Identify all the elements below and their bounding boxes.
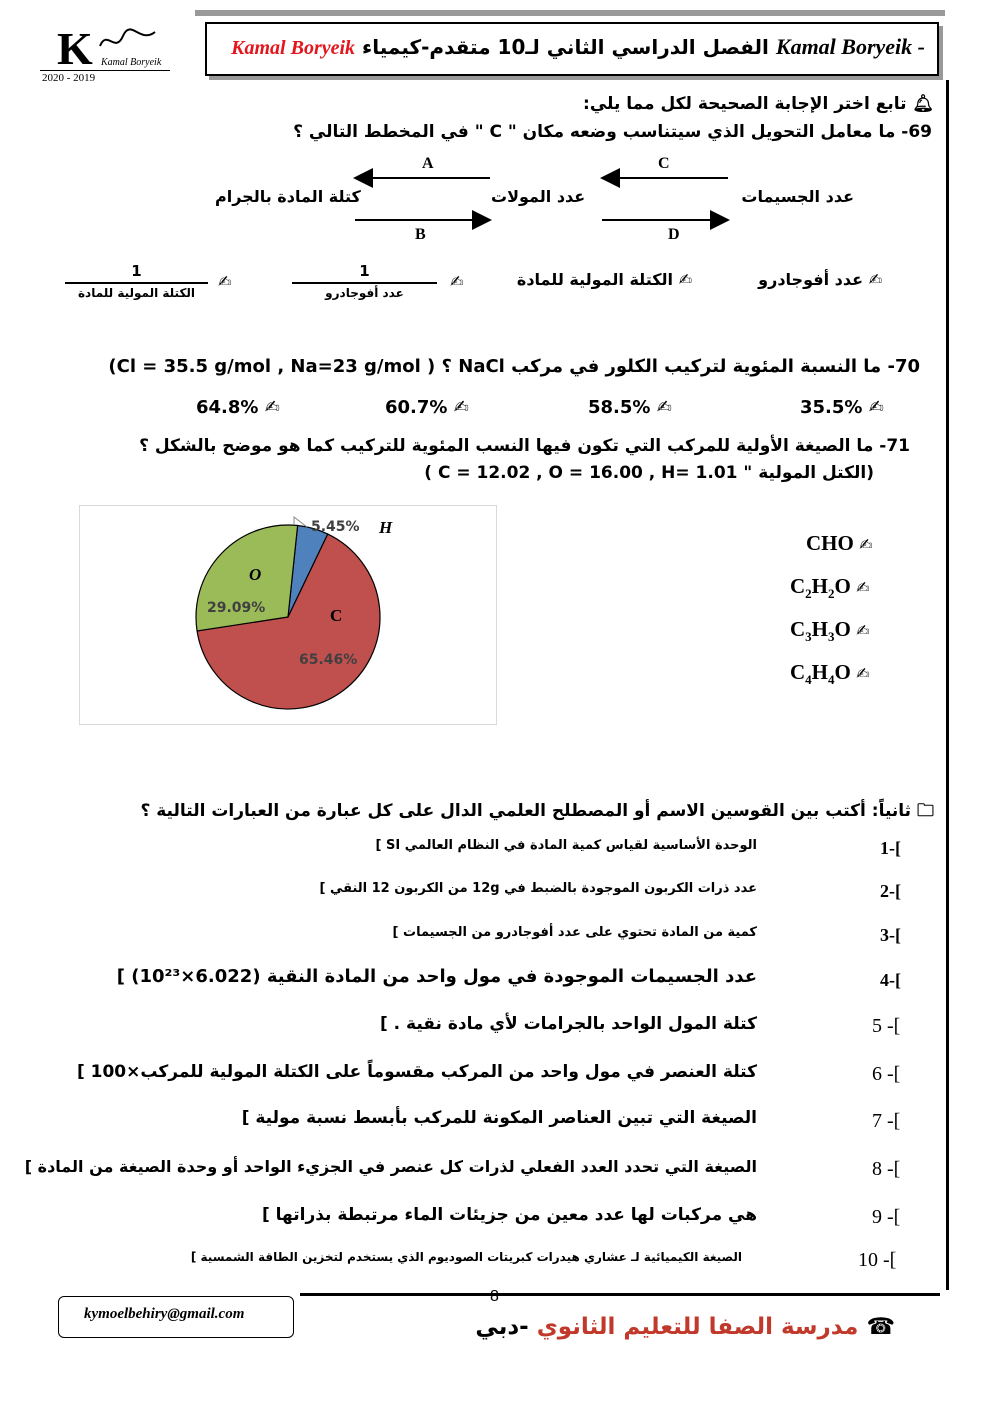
item-7-text: الصيغة التي تبين العناصر المكونة للمركب بأبسط نسبة مولية ] — [241, 1108, 757, 1128]
item-4-num: 4-[ — [880, 970, 901, 990]
logo-name: Kamal Boryeik — [101, 57, 162, 68]
footer-school: ☎ مدرسة الصفا للتعليم الثانوي -دبي — [475, 1314, 895, 1340]
item-2-text: عدد ذرات الكربون الموجودة بالضبط في 12g من الكربون 12 النقي ] — [319, 881, 757, 896]
item-8-text: الصيغة التي تحدد العدد الفعلي لذرات كل عنصر في الجزيء الواحد أو وحدة الصيغة من المادة ] — [24, 1157, 757, 1176]
item-4-text: عدد الجسيمات الموجودة في مول واحد من المادة النقية (6.022×10²³) ] — [116, 966, 757, 987]
section2-heading-text: ثانياً: أكتب بين القوسين الاسم أو المصطلح العلمي الدال على كل عبارة من العبارات التالية ؟ — [140, 801, 912, 821]
page-right-border — [946, 80, 949, 1290]
q69-option-2[interactable]: ✍ الكتلة المولية للمادة — [516, 270, 692, 289]
pencil-icon: ✍ — [859, 535, 873, 554]
pie-label-c: C — [330, 606, 343, 625]
q70-option-2[interactable]: 58.5% ✍ — [588, 397, 672, 418]
pie-label-h: H — [379, 518, 393, 537]
q70-option-3[interactable]: 60.7% ✍ — [385, 397, 469, 418]
q69-option-4-icon: ✍ — [218, 272, 232, 291]
node-moles: عدد المولات — [491, 187, 586, 206]
pie-label-o: O — [249, 565, 262, 584]
header-title-row — [215, 34, 925, 60]
item-9-num: 9 -[ — [872, 1206, 901, 1228]
phone-icon: ☎ — [866, 1314, 895, 1340]
logo-year: 2020 - 2019 — [42, 72, 96, 84]
item-7-num: 7 -[ — [872, 1110, 901, 1132]
section2-heading — [140, 798, 934, 827]
header-title: الفصل الدراسي الثاني لـ10 متقدم-كيمياء — [362, 35, 769, 59]
item-3-text: كمية من المادة تحتوي على عدد أفوجادرو من الجسيمات ] — [392, 925, 757, 940]
header-brand: Kamal Boryeik - — [775, 34, 925, 59]
item-6-text: كتلة العنصر في مول واحد من المركب مقسوماً على الكتلة المولية للمركب×100 ] — [76, 1062, 757, 1082]
q70-option-1[interactable]: 35.5% ✍ — [800, 397, 884, 418]
item-9-text: هي مركبات لها عدد معين من جزيئات الماء مرتبطة بذراتها ] — [261, 1205, 757, 1225]
q71-option-4[interactable]: $C_4H_4O$ ✍ — [790, 660, 870, 688]
q69-option-4[interactable]: 1 الكتلة المولية للمادة — [65, 262, 208, 300]
pencil-icon: ✍ — [453, 397, 469, 418]
q69-option-3-icon: ✍ — [450, 272, 464, 291]
pie-value-c: 65.46% — [299, 652, 358, 668]
q70-option-4[interactable]: 64.8% ✍ — [196, 397, 280, 418]
item-1-num: 1-[ — [880, 838, 901, 858]
node-mass: كتلة المادة بالجرام — [215, 187, 361, 206]
section1-heading — [583, 94, 934, 114]
footer-email[interactable]: kymoelbehiry@gmail.com — [84, 1306, 245, 1322]
pencil-icon: ✍ — [868, 397, 884, 418]
q69-text: 69- ما معامل التحويل الذي سيتناسب وضعه مكان " C " في المخطط التالي ؟ — [293, 122, 932, 142]
q71-masses: (الكتل المولية " C = 12.02 , O = 16.00 , H= 1.01 ) — [424, 463, 874, 483]
label-d: D — [668, 226, 680, 243]
pencil-icon: ✍ — [856, 664, 870, 683]
q71-option-2[interactable]: $C_2H_2O$ ✍ — [790, 574, 870, 602]
pie-value-o: 29.09% — [207, 600, 266, 616]
pencil-icon: ✍ — [678, 270, 692, 289]
footer-rule — [300, 1293, 940, 1296]
bell-icon: 🔔︎ — [912, 94, 934, 114]
pencil-icon: ✍ — [856, 621, 870, 640]
page-number: 8 — [490, 1288, 499, 1305]
logo-underline — [40, 70, 170, 71]
section1-heading-text: تابع اختر الإجابة الصحيحة لكل مما يلي: — [583, 94, 907, 114]
item-5-text: كتلة المول الواحد بالجرامات لأي مادة نقية . ] — [379, 1014, 757, 1034]
q71-option-3[interactable]: $C_3H_3O$ ✍ — [790, 617, 870, 645]
header-signature: Kamal Boryeik — [231, 37, 356, 59]
item-2-num: 2-[ — [880, 881, 901, 901]
item-10-num: 10 -[ — [858, 1249, 897, 1271]
folder-icon: 🗀︎ — [917, 801, 934, 821]
item-8-num: 8 -[ — [872, 1158, 901, 1180]
pencil-icon: ✍ — [856, 578, 870, 597]
pencil-icon: ✍ — [868, 270, 882, 289]
logo-letter: K — [57, 23, 87, 74]
header-top-bar — [195, 10, 945, 16]
label-b: B — [415, 226, 426, 243]
item-10-text: الصيغة الكيميائية لـ عشاري هيدرات كبريتات الصوديوم الذي يستخدم لتخزين الطاقة الشمسية ] — [190, 1250, 742, 1264]
node-particles: عدد الجسيمات — [741, 187, 854, 206]
label-a: A — [422, 155, 434, 172]
q71-text: 71- ما الصيغة الأولية للمركب التي تكون فيها النسب المئوية للتركيب كما هو موضح بالشكل ؟ — [139, 436, 910, 456]
q69-option-1[interactable]: ✍ عدد أفوجادرو — [758, 270, 882, 289]
conversion-arrows — [340, 150, 760, 250]
item-5-num: 5 -[ — [872, 1015, 901, 1037]
q69-option-3[interactable]: 1 عدد أفوجادرو — [292, 262, 437, 300]
q70-text: 70- ما النسبة المئوية لتركيب الكلور في مركب NaCl ؟ ( Cl = 35.5 g/mol , Na=23 g/mol) — [108, 356, 920, 377]
label-c: C — [658, 155, 670, 172]
pencil-icon: ✍ — [264, 397, 280, 418]
q71-option-1[interactable]: CHO ✍ — [806, 531, 873, 555]
logo-signature-mark — [95, 24, 165, 54]
item-6-num: 6 -[ — [872, 1063, 901, 1085]
item-3-num: 3-[ — [880, 925, 901, 945]
pie-chart — [79, 505, 495, 723]
pencil-icon: ✍ — [656, 397, 672, 418]
pie-value-h: 5.45% — [311, 519, 360, 535]
item-1-text: الوحدة الأساسية لقياس كمية المادة في النظام العالمي SI ] — [375, 838, 757, 853]
